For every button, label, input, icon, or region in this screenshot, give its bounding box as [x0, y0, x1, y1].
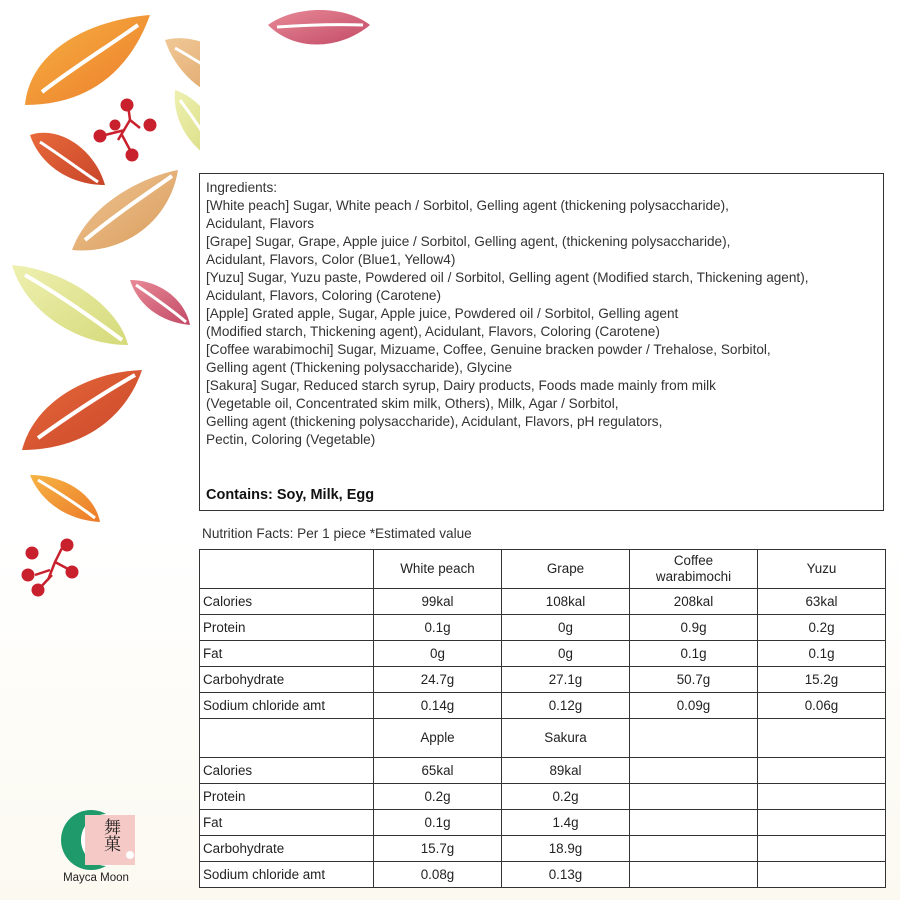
ingredients-line: Gelling agent (thickening polysaccharide), Acidulant, Flavors, pH regulators,	[206, 414, 663, 429]
nutrition-caption: Nutrition Facts: Per 1 piece *Estimated value	[202, 526, 472, 541]
table-row	[200, 589, 886, 615]
table-row	[200, 862, 886, 888]
table-cell: 15.2g	[758, 667, 886, 693]
row-label: Protein	[200, 615, 374, 641]
logo-kanji: 舞菓	[100, 818, 120, 852]
table-cell: 0.2g	[374, 784, 502, 810]
logo-text: Mayca Moon	[63, 872, 129, 884]
red-leaf-icon-large	[22, 370, 142, 450]
table-cell: 89kal	[502, 758, 630, 784]
lime-leaf-icon	[175, 90, 200, 165]
ingredients-line: Acidulant, Flavors	[206, 216, 315, 231]
table-header-row	[200, 550, 886, 589]
table-cell: 65kal	[374, 758, 502, 784]
autumn-leaves-decoration	[0, 0, 200, 600]
ingredients-line: [Sakura] Sugar, Reduced starch syrup, Dairy products, Foods made mainly from milk	[206, 378, 716, 393]
table-cell: 1.4g	[502, 810, 630, 836]
table-cell: 0.08g	[374, 862, 502, 888]
table-cell	[630, 836, 758, 862]
table-cell	[758, 862, 886, 888]
table-cell: 0g	[374, 641, 502, 667]
ingredients-line: (Modified starch, Thickening agent), Acidulant, Flavors, Coloring (Carotene)	[206, 324, 660, 339]
table-cell: 0.1g	[374, 615, 502, 641]
table-cell: 27.1g	[502, 667, 630, 693]
ingredients-line: [White peach] Sugar, White peach / Sorbitol, Gelling agent (thickening polysaccharide),	[206, 198, 729, 213]
table-cell	[630, 810, 758, 836]
table-cell: 0g	[502, 641, 630, 667]
table-row	[200, 810, 886, 836]
allergens-contains: Contains: Soy, Milk, Egg	[206, 487, 375, 503]
berry-cluster-icon	[94, 99, 156, 161]
table-row	[200, 641, 886, 667]
header-cell: Yuzu	[758, 550, 886, 589]
table-cell: 99kal	[374, 589, 502, 615]
ingredients-line: [Yuzu] Sugar, Yuzu paste, Powdered oil / Sorbitol, Gelling agent (Modified starch, Thickening agent),	[206, 270, 809, 285]
table-cell: 0.12g	[502, 693, 630, 719]
table-cell: 15.7g	[374, 836, 502, 862]
table-row	[200, 836, 886, 862]
header-cell: Sakura	[502, 719, 630, 758]
table-cell	[758, 784, 886, 810]
table-row	[200, 615, 886, 641]
ingredients-line: Gelling agent (Thickening polysaccharide), Glycine	[206, 360, 513, 375]
table-cell: 0.2g	[502, 784, 630, 810]
table-row	[200, 758, 886, 784]
ingredients-line: (Vegetable oil, Concentrated skim milk, Others), Milk, Agar / Sorbitol,	[206, 396, 619, 411]
ingredients-line: [Coffee warabimochi] Sugar, Mizuame, Coffee, Genuine bracken powder / Trehalose, Sorbitol,	[206, 342, 771, 357]
table-cell	[630, 758, 758, 784]
ingredients-heading: Ingredients:	[206, 180, 278, 195]
row-label: Sodium chloride amt	[200, 862, 374, 888]
table-cell: 0.14g	[374, 693, 502, 719]
row-label: Sodium chloride amt	[200, 693, 374, 719]
table-cell: 0.1g	[630, 641, 758, 667]
table-row	[200, 667, 886, 693]
table-cell	[758, 810, 886, 836]
table-cell: 0.1g	[374, 810, 502, 836]
row-label: Carbohydrate	[200, 836, 374, 862]
ingredients-line: [Apple] Grated apple, Sugar, Apple juice, Powdered oil / Sorbitol, Gelling agent	[206, 306, 679, 321]
table-cell: 18.9g	[502, 836, 630, 862]
lime-leaf-icon-large	[12, 265, 128, 345]
ingredients-line: Pectin, Coloring (Vegetable)	[206, 432, 376, 447]
orange-leaf-icon	[25, 15, 150, 105]
row-label: Carbohydrate	[200, 667, 374, 693]
row-label: Fat	[200, 810, 374, 836]
table-cell: 0.06g	[758, 693, 886, 719]
table-cell: 0.2g	[758, 615, 886, 641]
table-row	[200, 693, 886, 719]
row-label: Fat	[200, 641, 374, 667]
table-cell: 0.09g	[630, 693, 758, 719]
table-cell: 63kal	[758, 589, 886, 615]
header-cell: Apple	[374, 719, 502, 758]
table-cell	[758, 758, 886, 784]
table-cell: 0.9g	[630, 615, 758, 641]
header-cell-empty	[200, 550, 374, 589]
ingredients-line: Acidulant, Flavors, Coloring (Carotene)	[206, 288, 441, 303]
row-label: Calories	[200, 589, 374, 615]
table-cell: 0g	[502, 615, 630, 641]
row-label: Protein	[200, 784, 374, 810]
header-cell	[630, 550, 758, 589]
header-cell	[630, 719, 758, 758]
table-header-row	[200, 719, 886, 758]
table-cell: 0.1g	[758, 641, 886, 667]
table-cell: 108kal	[502, 589, 630, 615]
ingredients-box	[199, 173, 884, 511]
table-cell: 208kal	[630, 589, 758, 615]
header-cell-text: Coffee warabimochi	[655, 553, 732, 584]
header-cell: Grape	[502, 550, 630, 589]
table-cell	[630, 784, 758, 810]
header-cell	[758, 719, 886, 758]
ingredients-line: [Grape] Sugar, Grape, Apple juice / Sorbitol, Gelling agent, (thickening polysaccharide),	[206, 234, 731, 249]
header-cell-empty	[200, 719, 374, 758]
pink-leaf-icon-top	[265, 0, 375, 70]
header-cell: White peach	[374, 550, 502, 589]
row-label: Calories	[200, 758, 374, 784]
table-row	[200, 784, 886, 810]
table-cell: 24.7g	[374, 667, 502, 693]
nutrition-table	[199, 549, 886, 888]
red-leaf-icon	[30, 133, 105, 185]
pink-leaf-icon	[130, 280, 190, 325]
table-cell: 50.7g	[630, 667, 758, 693]
table-cell: 0.13g	[502, 862, 630, 888]
orange-leaf-icon-small	[30, 475, 100, 522]
table-cell	[758, 836, 886, 862]
table-cell	[630, 862, 758, 888]
ingredients-line: Acidulant, Flavors, Color (Blue1, Yellow4)	[206, 252, 456, 267]
berry-cluster-icon-small	[22, 539, 78, 596]
